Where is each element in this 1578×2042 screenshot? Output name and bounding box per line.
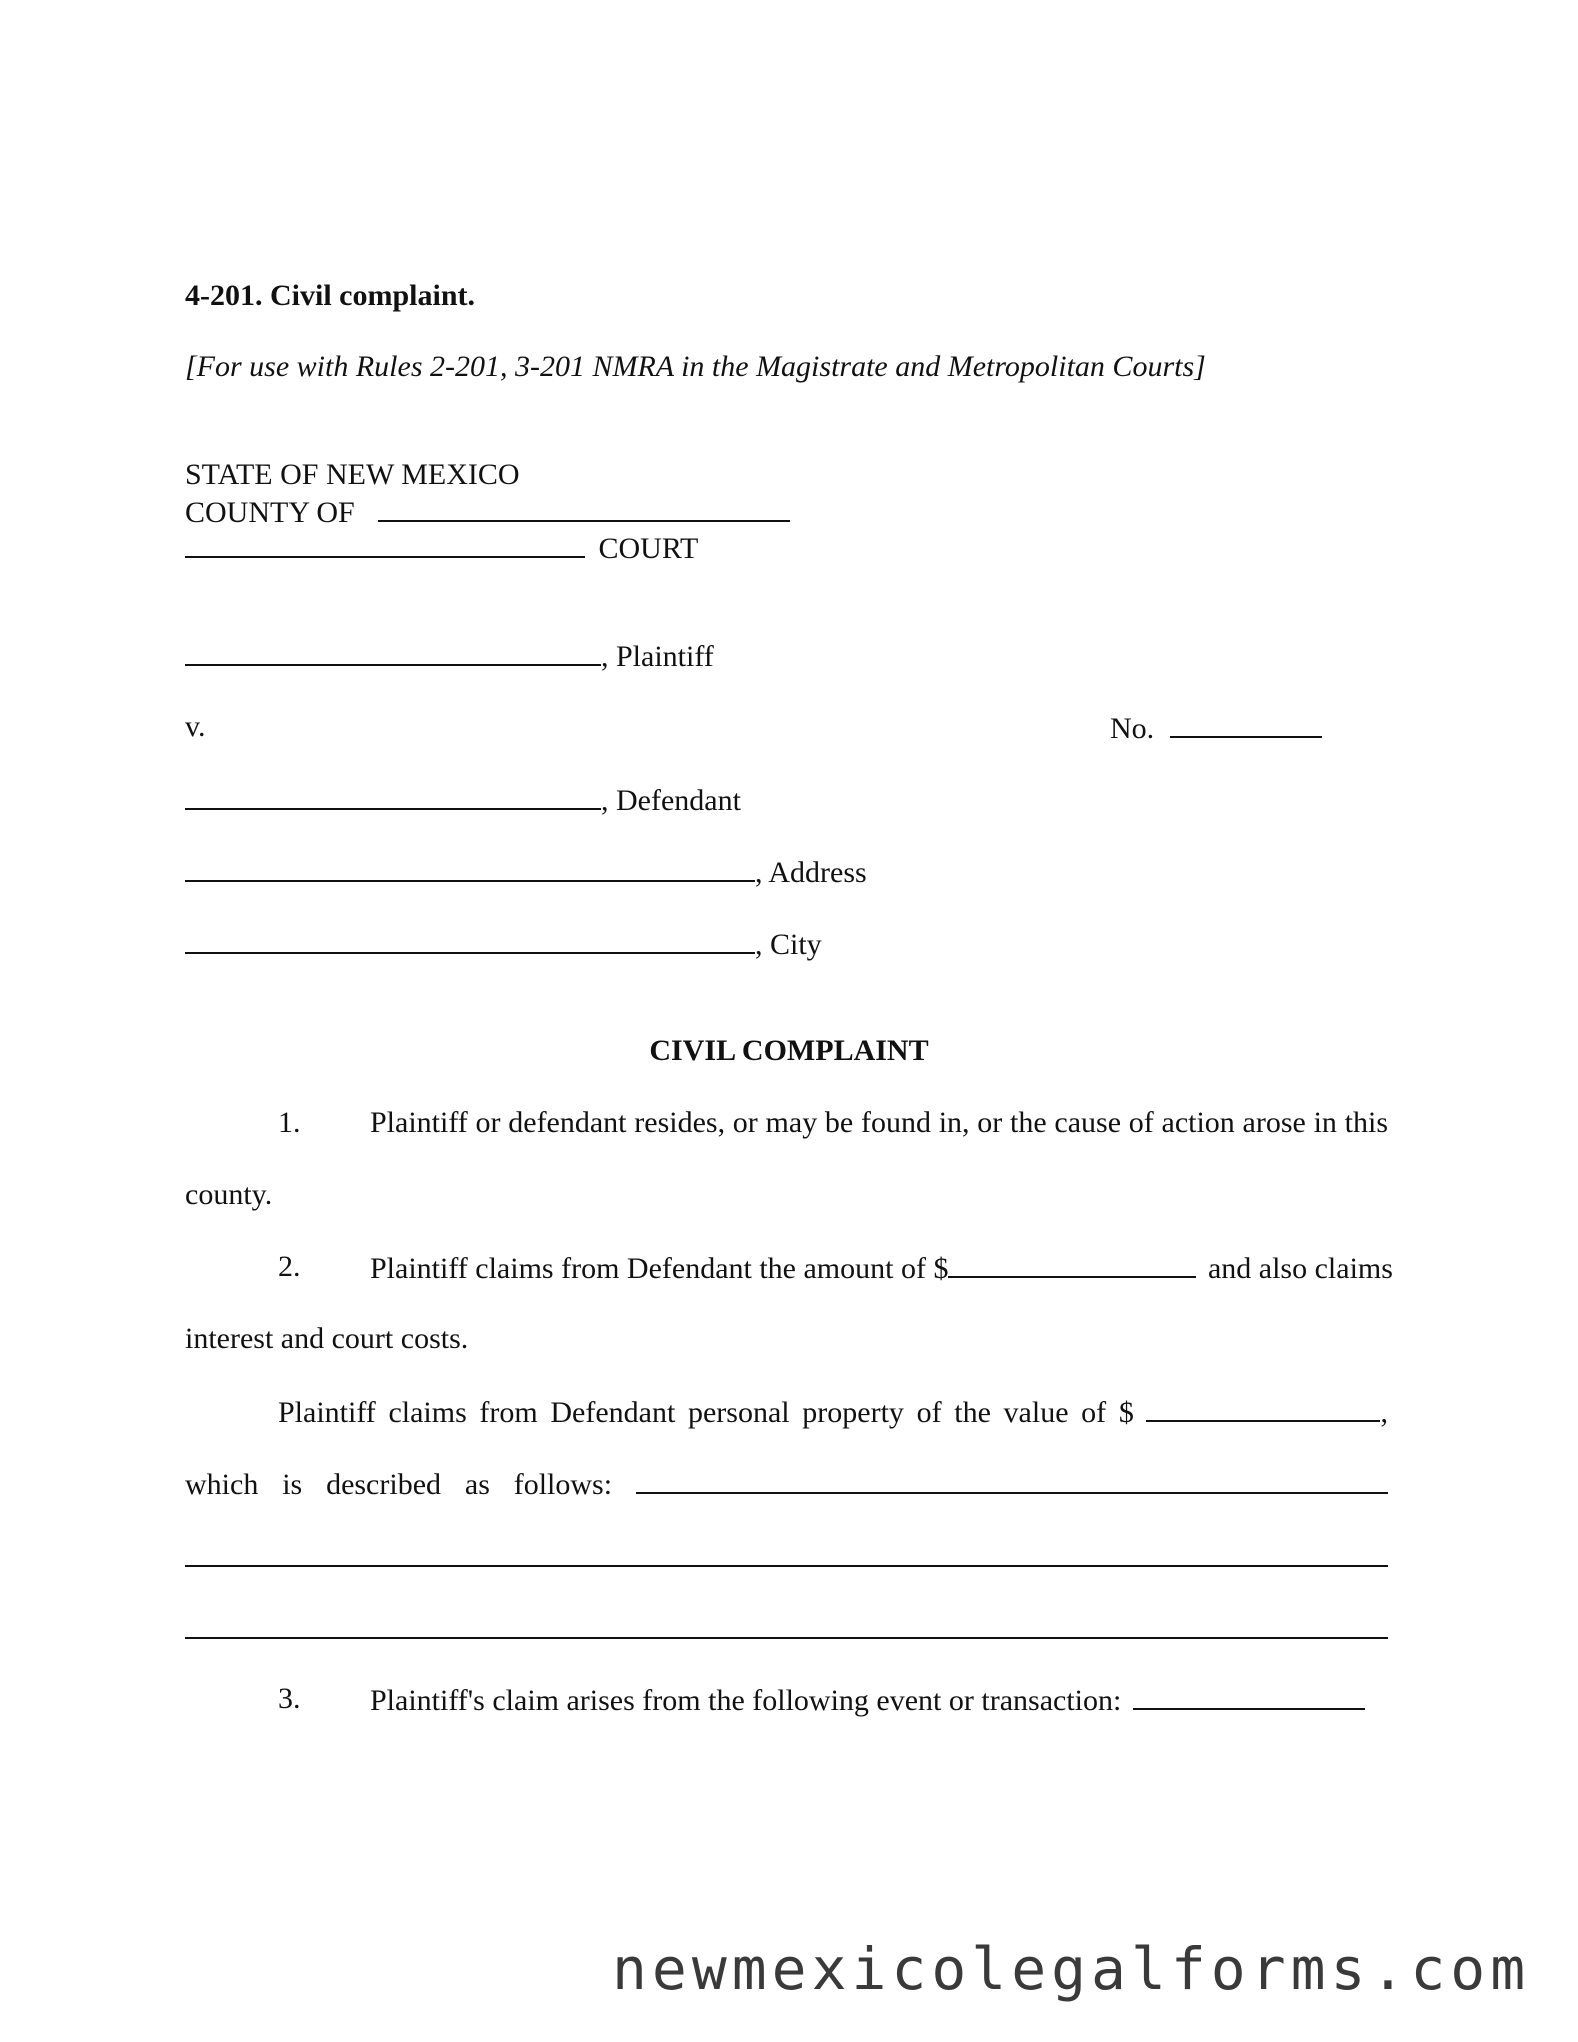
property-word: $: [1118, 1396, 1134, 1429]
defendant-row: [185, 784, 741, 816]
county-field[interactable]: [378, 496, 790, 522]
property-comma: ,: [1380, 1396, 1388, 1429]
county-label: COUNTY OF: [185, 496, 355, 529]
city-label: , City: [755, 928, 822, 961]
property-word: property: [802, 1396, 904, 1429]
court-label: COURT: [598, 532, 699, 565]
paragraph-1-number: 1.: [278, 1106, 301, 1139]
court-name-field[interactable]: [185, 532, 585, 558]
paragraph-1-continuation: county.: [185, 1178, 273, 1211]
paragraph-1-text: Plaintiff or defendant resides, or may be found in, or the cause of action arose in this: [370, 1106, 1388, 1139]
described-word: which: [185, 1468, 259, 1501]
event-field[interactable]: [1133, 1684, 1365, 1710]
property-word: value: [1003, 1396, 1069, 1429]
complaint-heading: CIVIL COMPLAINT: [649, 1034, 929, 1067]
paragraph-3-number: 3.: [278, 1682, 301, 1715]
property-description-line-2[interactable]: [185, 1565, 1388, 1567]
property-word: Plaintiff: [278, 1396, 376, 1429]
county-row: [185, 496, 790, 528]
state-name: STATE OF NEW MEXICO: [185, 458, 520, 491]
described-word: follows:: [513, 1468, 613, 1501]
property-word: of: [1081, 1396, 1107, 1429]
defendant-label: , Defendant: [601, 784, 741, 817]
property-word: from: [479, 1396, 538, 1429]
paragraph-2-continuation: interest and court costs.: [185, 1322, 469, 1355]
address-label: , Address: [755, 856, 867, 889]
property-word: the: [954, 1396, 991, 1429]
property-description-line-3[interactable]: [185, 1637, 1388, 1639]
paragraph-2-text: [370, 1252, 1393, 1284]
described-row: [185, 1468, 1388, 1500]
site-watermark: newmexicolegalforms.com: [612, 1935, 1531, 2003]
paragraph-2-number: 2.: [278, 1250, 301, 1283]
case-number-label: No.: [1110, 712, 1155, 745]
city-row: [185, 928, 822, 960]
property-word: personal: [687, 1396, 790, 1429]
form-title: 4-201. Civil complaint.: [185, 279, 475, 312]
property-row: [278, 1396, 1388, 1428]
plaintiff-row: [185, 640, 714, 672]
event-label: Plaintiff's claim arises from the following event or transaction:: [370, 1684, 1122, 1717]
property-word: Defendant: [550, 1396, 676, 1429]
form-subtitle: [For use with Rules 2-201, 3-201 NMRA in the Magistrate and Metropolitan Courts]: [185, 350, 1206, 383]
paragraph-3-text: [370, 1684, 1365, 1716]
described-word: is: [282, 1468, 303, 1501]
court-row: [185, 532, 698, 564]
city-field[interactable]: [185, 928, 755, 954]
versus-label: v.: [185, 710, 206, 743]
amount-suffix: and also claims: [1207, 1252, 1393, 1285]
address-field[interactable]: [185, 856, 755, 882]
defendant-field[interactable]: [185, 784, 601, 810]
amount-field[interactable]: [948, 1252, 1196, 1278]
case-number-row: [1110, 712, 1322, 744]
address-row: [185, 856, 867, 888]
plaintiff-label: , Plaintiff: [601, 640, 714, 673]
plaintiff-field[interactable]: [185, 640, 601, 666]
property-value-field[interactable]: [1146, 1396, 1380, 1422]
described-word: described: [326, 1468, 442, 1501]
case-number-field[interactable]: [1170, 712, 1322, 738]
described-word: as: [464, 1468, 490, 1501]
property-word: claims: [388, 1396, 467, 1429]
property-value-group: [1146, 1396, 1388, 1428]
property-description-field[interactable]: [636, 1468, 1388, 1494]
amount-label: Plaintiff claims from Defendant the amount of $: [370, 1252, 949, 1285]
property-word: of: [916, 1396, 942, 1429]
